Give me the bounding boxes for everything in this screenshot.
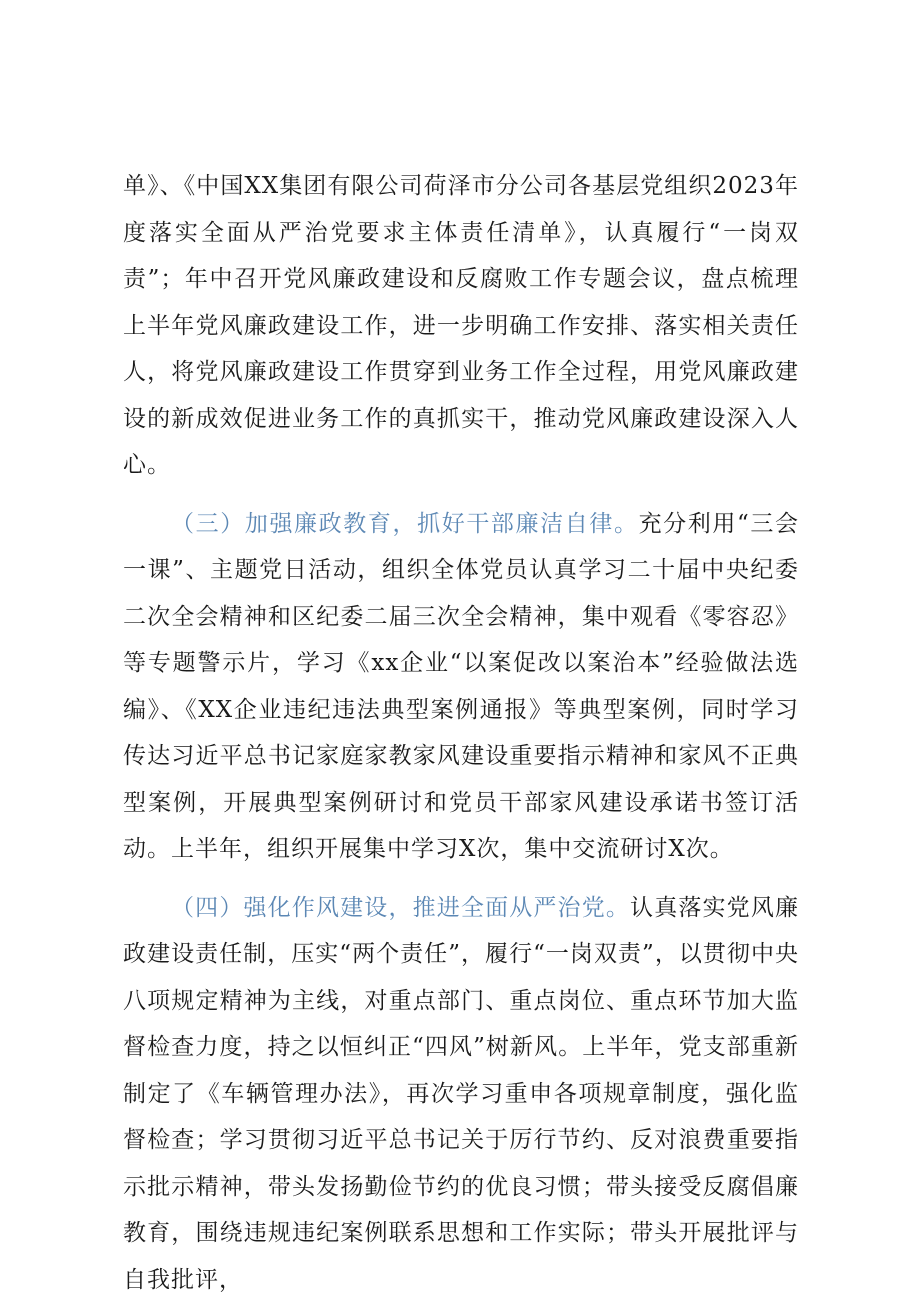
paragraph-continuation (123, 163, 799, 489)
paragraph-text: 认真落实党风廉政建设责任制，压实“两个责任”，履行“一岗双责”，以贯彻中央八项规定精神为主线，对重点部门、重点岗位、重点环节加大监督检查力度，持之以恒纠正“四风”树新风。上半年，党支部重新制定了《车辆管理办法》，再次学习重申各项规章制度，强化监督检查；学习贯彻习近平总书记关于厉行节约、反对浪费重要指示批示精神，带头发扬勤俭节约的优良习惯；带头接受反腐倡廉教育，围绕违规违纪案例联系思想和工作实际；带头开展批评与自我批评， (123, 895, 799, 1293)
document-body (123, 163, 799, 1303)
paragraph-section-3 (123, 501, 799, 873)
section-heading-3: （三）加强廉政教育，抓好干部廉洁自律。 (171, 511, 639, 537)
section-heading-4: （四）强化作风建设，推进全面从严治党。 (171, 895, 630, 921)
paragraph-text: 单》、《中国XX集团有限公司荷泽市分公司各基层党组织2023年度落实全面从严治党要求主体责任清单》，认真履行“一岗双责”；年中召开党风廉政建设和反腐败工作专题会议，盘点梳理上半年党风廉政建设工作，进一步明确工作安排、落实相关责任人，将党风廉政建设工作贯穿到业务工作全过程，用党风廉政建设的新成效促进业务工作的真抓实干，推动党风廉政建设深入人心。 (123, 173, 799, 478)
paragraph-text: 充分利用“三会一课”、主题党日活动，组织全体党员认真学习二十届中央纪委二次全会精神和区纪委二届三次全会精神，集中观看《零容忍》等专题警示片，学习《xx企业“以案促改以案治本”经验做法选编》、《XX企业违纪违法典型案例通报》等典型案例，同时学习传达习近平总书记家庭家教家风建设重要指示精神和家风不正典型案例，开展典型案例研讨和党员干部家风建设承诺书签订活动。上半年，组织开展集中学习X次，集中交流研讨X次。 (123, 511, 799, 863)
paragraph-section-4 (123, 885, 799, 1303)
